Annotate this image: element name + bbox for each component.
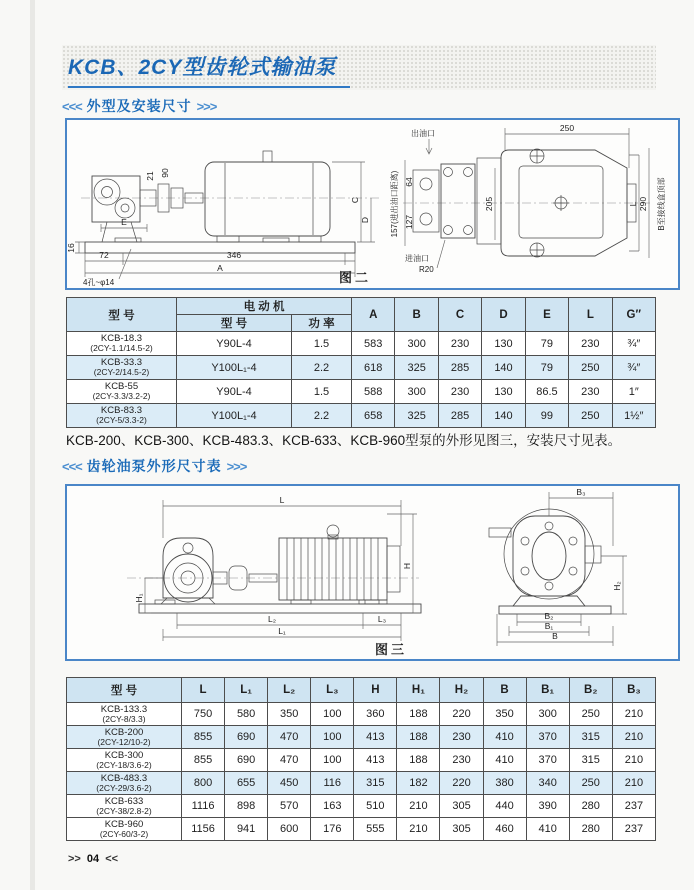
fig2-dim-64: 64 bbox=[404, 177, 414, 187]
cell: 600 bbox=[268, 818, 311, 841]
cell: 2.2 bbox=[292, 356, 352, 380]
cell: 350 bbox=[268, 703, 311, 726]
page-title: KCB、2CY型齿轮式输油泵 bbox=[68, 51, 350, 88]
cell: 941 bbox=[225, 818, 268, 841]
cell: 140 bbox=[482, 356, 525, 380]
col-A: A bbox=[352, 298, 395, 332]
cell: 250 bbox=[569, 404, 612, 428]
col-C: C bbox=[438, 298, 481, 332]
cell: 130 bbox=[482, 380, 525, 404]
fig2-dim-E: E bbox=[121, 217, 127, 227]
cell: 285 bbox=[438, 404, 481, 428]
col-B3: B₃ bbox=[612, 678, 655, 703]
cell: Y90L-4 bbox=[177, 380, 292, 404]
model-name: KCB-18.3 bbox=[100, 333, 143, 344]
figure3-box bbox=[65, 484, 680, 661]
cell: 315 bbox=[569, 726, 612, 749]
footer-chevrons-right: << bbox=[105, 853, 119, 865]
figure2-box bbox=[65, 118, 680, 290]
cell: 370 bbox=[526, 726, 569, 749]
cell: 79 bbox=[525, 356, 568, 380]
fig3-dim-H1: H₁ bbox=[134, 593, 144, 603]
cell: 188 bbox=[397, 726, 440, 749]
cell: 510 bbox=[354, 795, 397, 818]
figure2-drawing bbox=[67, 120, 678, 288]
cell: 1156 bbox=[182, 818, 225, 841]
cell: ¾″ bbox=[612, 356, 655, 380]
fig2-dim-C: C bbox=[350, 196, 360, 204]
col-B: B bbox=[483, 678, 526, 703]
model-alias: (2CY-5/3.3-2) bbox=[96, 415, 147, 425]
cell: 2.2 bbox=[292, 404, 352, 428]
cell: 210 bbox=[612, 726, 655, 749]
table-row bbox=[67, 818, 656, 841]
cell: 210 bbox=[612, 703, 655, 726]
chevrons-left: <<< bbox=[62, 459, 82, 474]
cell: 690 bbox=[225, 726, 268, 749]
col-D: D bbox=[482, 298, 525, 332]
fig2-label-holes: 4孔~φ14 bbox=[83, 278, 115, 287]
cell: Y90L-4 bbox=[177, 332, 292, 356]
cell: 555 bbox=[354, 818, 397, 841]
cell: 410 bbox=[483, 726, 526, 749]
model-name: KCB-200 bbox=[104, 726, 144, 738]
col-H: H bbox=[354, 678, 397, 703]
cell: 86.5 bbox=[525, 380, 568, 404]
cell: 100 bbox=[311, 749, 354, 772]
cell: 410 bbox=[526, 818, 569, 841]
outline-dimensions-table bbox=[66, 677, 656, 841]
fig3-dim-B1: B₁ bbox=[544, 621, 554, 631]
model-alias: (2CY-29/3.6-2) bbox=[96, 782, 152, 793]
col-motor-group: 电 动 机 bbox=[177, 298, 352, 315]
model-name: KCB-960 bbox=[104, 818, 144, 830]
cell: 360 bbox=[354, 703, 397, 726]
cell: 237 bbox=[612, 818, 655, 841]
col-G: G″ bbox=[612, 298, 655, 332]
model-name: KCB-633 bbox=[104, 795, 144, 807]
table-row bbox=[67, 795, 656, 818]
cell: 315 bbox=[354, 772, 397, 795]
col-motor-model: 型 号 bbox=[177, 315, 292, 332]
fig3-dim-L1: L₁ bbox=[278, 626, 286, 636]
model-name: KCB-300 bbox=[104, 749, 144, 761]
fig3-dim-B2: B₂ bbox=[544, 611, 554, 621]
cell: Y100L₁-4 bbox=[177, 404, 292, 428]
cell: 580 bbox=[225, 703, 268, 726]
fig2-dim-72: 72 bbox=[99, 250, 109, 260]
model-cell bbox=[67, 380, 177, 404]
table-row bbox=[67, 380, 656, 404]
cell: 210 bbox=[612, 749, 655, 772]
fig3-dim-H2: H₂ bbox=[612, 581, 622, 591]
cell: 655 bbox=[225, 772, 268, 795]
cell: Y100L₁-4 bbox=[177, 356, 292, 380]
fig3-dim-L3: L₃ bbox=[377, 614, 387, 624]
model-cell bbox=[67, 332, 177, 356]
cell: 325 bbox=[395, 404, 438, 428]
col-L: L bbox=[182, 678, 225, 703]
fig2-label-outlet: 出油口 bbox=[411, 129, 435, 138]
cell: 230 bbox=[438, 380, 481, 404]
model-name: KCB-133.3 bbox=[100, 703, 148, 715]
fig2-dim-L: L bbox=[628, 201, 638, 207]
section-heading-label: 外型及安装尺寸 bbox=[86, 98, 192, 114]
cell: 380 bbox=[483, 772, 526, 795]
fig3-dim-H: H bbox=[402, 562, 412, 570]
cell: 220 bbox=[440, 772, 483, 795]
cell: 450 bbox=[268, 772, 311, 795]
cell: 690 bbox=[225, 749, 268, 772]
fig2-dim-21: 21 bbox=[145, 171, 155, 181]
cell: 460 bbox=[483, 818, 526, 841]
cell: 280 bbox=[569, 795, 612, 818]
col-H1: H₁ bbox=[397, 678, 440, 703]
cell: 300 bbox=[395, 380, 438, 404]
cell: 658 bbox=[352, 404, 395, 428]
cell: 413 bbox=[354, 726, 397, 749]
cell: 210 bbox=[397, 818, 440, 841]
col-L: L bbox=[569, 298, 612, 332]
fig2-dim-205: 205 bbox=[484, 196, 494, 212]
fig2-dim-D: D bbox=[360, 216, 370, 224]
cell: 800 bbox=[182, 772, 225, 795]
model-name: KCB-83.3 bbox=[100, 405, 143, 416]
col-motor-power: 功 率 bbox=[292, 315, 352, 332]
chevrons-left: <<< bbox=[62, 99, 82, 114]
col-H2: H₂ bbox=[440, 678, 483, 703]
cell: 210 bbox=[612, 772, 655, 795]
scan-artifact bbox=[30, 0, 35, 890]
cell: 370 bbox=[526, 749, 569, 772]
cell: 855 bbox=[182, 749, 225, 772]
footer-chevrons-left: >> bbox=[68, 853, 81, 865]
cell: 340 bbox=[526, 772, 569, 795]
cell: 583 bbox=[352, 332, 395, 356]
model-alias: (2CY-3.3/3.2-2) bbox=[92, 391, 151, 401]
cell: 230 bbox=[440, 749, 483, 772]
fig2-dim-16: 16 bbox=[67, 243, 76, 253]
cell: 588 bbox=[352, 380, 395, 404]
cell: 285 bbox=[438, 356, 481, 380]
cell: 1.5 bbox=[292, 332, 352, 356]
col-B1: B₁ bbox=[526, 678, 569, 703]
cell: 188 bbox=[397, 749, 440, 772]
cell: 230 bbox=[440, 726, 483, 749]
figure3-caption: 图三 bbox=[375, 642, 408, 657]
cell: 230 bbox=[569, 332, 612, 356]
model-alias: (2CY-18/3.6-2) bbox=[96, 759, 152, 770]
cell: 1″ bbox=[612, 380, 655, 404]
cell: 470 bbox=[268, 749, 311, 772]
figure3-drawing bbox=[67, 486, 678, 659]
col-B: B bbox=[395, 298, 438, 332]
section-heading-dimensions bbox=[62, 96, 216, 116]
model-cell bbox=[67, 703, 182, 726]
col-E: E bbox=[525, 298, 568, 332]
cell: 79 bbox=[525, 332, 568, 356]
model-cell bbox=[67, 356, 177, 380]
cell: 300 bbox=[395, 332, 438, 356]
model-cell bbox=[67, 726, 182, 749]
cell: 182 bbox=[397, 772, 440, 795]
cell: 1½″ bbox=[612, 404, 655, 428]
cell: 325 bbox=[395, 356, 438, 380]
cell: 100 bbox=[311, 703, 354, 726]
cell: 230 bbox=[438, 332, 481, 356]
cell: ¾″ bbox=[612, 332, 655, 356]
cell: 220 bbox=[440, 703, 483, 726]
cell: 140 bbox=[482, 404, 525, 428]
fig2-dim-250: 250 bbox=[559, 123, 575, 133]
model-name: KCB-483.3 bbox=[100, 772, 148, 784]
fig2-dim-90: 90 bbox=[160, 168, 170, 178]
section-heading-label: 齿轮油泵外形尺寸表 bbox=[86, 458, 222, 474]
cell: 100 bbox=[311, 726, 354, 749]
model-cell bbox=[67, 772, 182, 795]
cell: 1.5 bbox=[292, 380, 352, 404]
cell: 163 bbox=[311, 795, 354, 818]
cell: 750 bbox=[182, 703, 225, 726]
install-dimensions-table bbox=[66, 297, 656, 428]
model-name: KCB-55 bbox=[104, 381, 139, 392]
model-alias: (2CY-38/2.8-2) bbox=[96, 805, 152, 816]
cell: 300 bbox=[526, 703, 569, 726]
model-cell bbox=[67, 795, 182, 818]
table-row bbox=[67, 749, 656, 772]
fig2-label-r20: R20 bbox=[419, 265, 434, 274]
cell: 1116 bbox=[182, 795, 225, 818]
table-row bbox=[67, 703, 656, 726]
col-L3: L₃ bbox=[311, 678, 354, 703]
cell: 390 bbox=[526, 795, 569, 818]
fig3-dim-L: L bbox=[279, 495, 285, 505]
cell: 230 bbox=[569, 380, 612, 404]
col-L1: L₁ bbox=[225, 678, 268, 703]
cell: 898 bbox=[225, 795, 268, 818]
cell: 470 bbox=[268, 726, 311, 749]
cell: 250 bbox=[569, 703, 612, 726]
col-B2: B₂ bbox=[569, 678, 612, 703]
cell: 350 bbox=[483, 703, 526, 726]
cell: 210 bbox=[397, 795, 440, 818]
cell: 116 bbox=[311, 772, 354, 795]
fig3-dim-B: B bbox=[552, 631, 558, 641]
cell: 305 bbox=[440, 818, 483, 841]
page-footer bbox=[68, 853, 118, 865]
fig3-dim-B3: B₃ bbox=[576, 487, 586, 497]
chevrons-right: >>> bbox=[226, 459, 247, 474]
table-row bbox=[67, 332, 656, 356]
fig2-dim-346: 346 bbox=[226, 250, 242, 260]
model-alias: (2CY-2/14.5-2) bbox=[93, 367, 150, 377]
fig2-label-bnote: B至接线盒顶部 bbox=[657, 177, 666, 231]
cell: 188 bbox=[397, 703, 440, 726]
fig2-dim-A: A bbox=[217, 263, 223, 273]
model-cell bbox=[67, 404, 177, 428]
figure2-caption: 图二 bbox=[339, 270, 372, 285]
cell: 305 bbox=[440, 795, 483, 818]
chevrons-right: >>> bbox=[196, 99, 217, 114]
table-row bbox=[67, 404, 656, 428]
cell: 410 bbox=[483, 749, 526, 772]
cell: 315 bbox=[569, 749, 612, 772]
cell: 130 bbox=[482, 332, 525, 356]
cell: 855 bbox=[182, 726, 225, 749]
cell: 176 bbox=[311, 818, 354, 841]
model-name: KCB-33.3 bbox=[100, 357, 143, 368]
table-row bbox=[67, 356, 656, 380]
fig2-dim-157: 157(进出油口距离) bbox=[390, 170, 399, 238]
model-cell bbox=[67, 749, 182, 772]
cell: 618 bbox=[352, 356, 395, 380]
page-number: 04 bbox=[86, 853, 100, 865]
cell: 570 bbox=[268, 795, 311, 818]
model-cell bbox=[67, 818, 182, 841]
table-row bbox=[67, 726, 656, 749]
fig2-label-inlet: 进油口 bbox=[405, 254, 429, 263]
cell: 440 bbox=[483, 795, 526, 818]
cell: 250 bbox=[569, 772, 612, 795]
table-row bbox=[67, 772, 656, 795]
fig3-dim-L2: L₂ bbox=[267, 614, 277, 624]
col-model: 型 号 bbox=[67, 678, 182, 703]
cell: 237 bbox=[612, 795, 655, 818]
fig2-dim-127: 127 bbox=[404, 214, 414, 230]
cell: 99 bbox=[525, 404, 568, 428]
note-text: KCB-200、KCB-300、KCB-483.3、KCB-633、KCB-960型泵的外形见图三，安装尺寸见表。 bbox=[66, 433, 622, 448]
cell: 280 bbox=[569, 818, 612, 841]
section-heading-outline-table bbox=[62, 456, 246, 476]
model-alias: (2CY-8/3.3) bbox=[102, 713, 146, 724]
cell: 250 bbox=[569, 356, 612, 380]
cell: 413 bbox=[354, 749, 397, 772]
col-L2: L₂ bbox=[268, 678, 311, 703]
fig2-dim-290: 290 bbox=[638, 196, 648, 212]
model-alias: (2CY-60/3-2) bbox=[99, 828, 149, 839]
col-model: 型 号 bbox=[67, 298, 177, 332]
model-alias: (2CY-1.1/14.5-2) bbox=[90, 343, 153, 353]
model-alias: (2CY-12/10-2) bbox=[97, 736, 151, 747]
